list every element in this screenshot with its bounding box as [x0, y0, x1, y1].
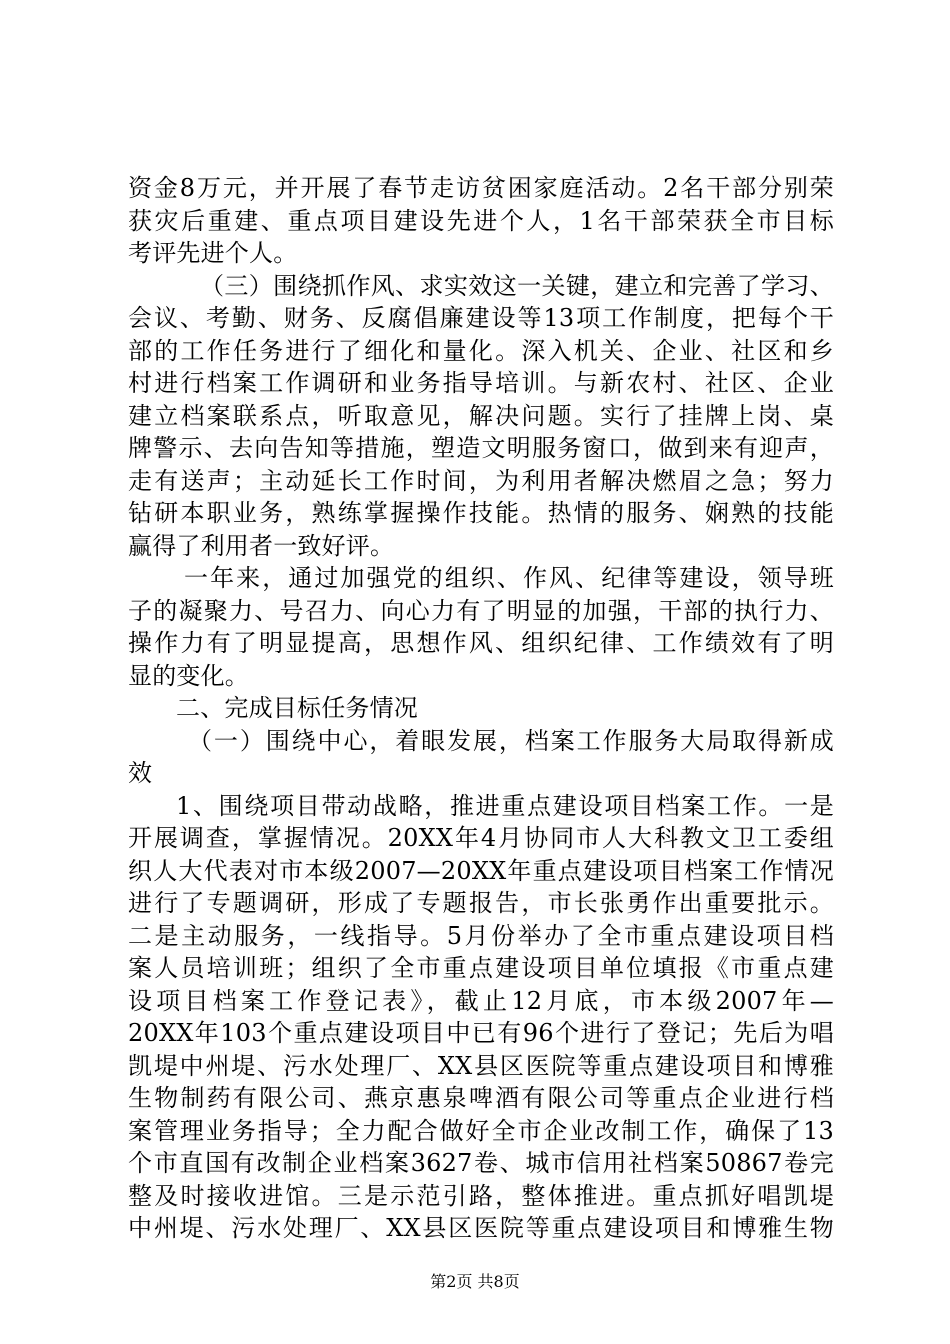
subsection-heading: 效	[128, 759, 153, 787]
text-line: 建立档案联系点，听取意见，解决问题。实行了挂牌上岗、桌	[128, 401, 834, 430]
text-line: 钻研本职业务，熟练掌握操作技能。热情的服务、娴熟的技能	[128, 499, 834, 527]
text-line: 获灾后重建、重点项目建设先进个人，1名干部荣获全市目标	[128, 206, 834, 235]
text-line: 1、围绕项目带动战略，推进重点建设项目档案工作。一是	[176, 791, 834, 820]
text-line: 资金8万元，并开展了春节走访贫困家庭活动。2名干部分别荣	[128, 174, 834, 202]
text-line: 二是主动服务，一线指导。5月份举办了全市重点建设项目档	[128, 921, 834, 950]
text-line: （三）围绕抓作风、求实效这一关键，建立和完善了学习、	[200, 271, 834, 300]
text-line: 考评先进个人。	[128, 239, 298, 267]
text-line: 案人员培训班；组织了全市重点建设项目单位填报《市重点建	[128, 954, 834, 982]
text-line: 开展调查，掌握情况。20XX年4月协同市人大科教文卫工委组	[128, 824, 834, 852]
text-line: 走有送声；主动延长工作时间，为利用者解决燃眉之急；努力	[128, 466, 834, 495]
text-line: 织人大代表对市本级2007—20XX年重点建设项目档案工作情况	[128, 856, 834, 885]
text-line: 部的工作任务进行了细化和量化。深入机关、企业、社区和乡	[128, 336, 834, 365]
text-line: 一年来，通过加强党的组织、作风、纪律等建设，领导班	[184, 564, 834, 592]
document-body	[128, 172, 834, 1245]
page-number-footer: 第2页 共8页	[430, 1272, 520, 1291]
text-line: 个市直国有改制企业档案3627卷、城市信用社档案50867卷完	[128, 1149, 834, 1177]
text-line: 子的凝聚力、号召力、向心力有了明显的加强，干部的执行力、	[128, 596, 834, 625]
text-line: 凯堤中州堤、污水处理厂、XX县区医院等重点建设项目和博雅	[128, 1051, 834, 1080]
section-heading: 二、完成目标任务情况	[176, 694, 418, 722]
subsection-heading: （一）围绕中心，着眼发展，档案工作服务大局取得新成	[188, 726, 834, 755]
text-line: 进行了专题调研，形成了专题报告，市长张勇作出重要批示。	[128, 889, 834, 917]
text-line: 案管理业务指导；全力配合做好全市企业改制工作，确保了13	[128, 1116, 834, 1145]
text-line: 牌警示、去向告知等措施，塑造文明服务窗口，做到来有迎声，	[128, 434, 834, 462]
text-line: 会议、考勤、财务、反腐倡廉建设等13项工作制度，把每个干	[128, 304, 834, 332]
text-line: 整及时接收进馆。三是示范引路，整体推进。重点抓好唱凯堤	[128, 1181, 834, 1210]
text-line: 中州堤、污水处理厂、XX县区医院等重点建设项目和博雅生物	[128, 1214, 834, 1242]
text-line: 设项目档案工作登记表》，截止12月底，市本级2007年—	[128, 986, 834, 1015]
text-line: 村进行档案工作调研和业务指导培训。与新农村、社区、企业	[128, 369, 834, 397]
text-line: 20XX年103个重点建设项目中已有96个进行了登记；先后为唱	[128, 1019, 834, 1047]
text-line: 生物制药有限公司、燕京惠泉啤酒有限公司等重点企业进行档	[128, 1084, 834, 1112]
text-line: 赢得了利用者一致好评。	[128, 531, 395, 560]
text-line: 操作力有了明显提高，思想作风、组织纪律、工作绩效有了明	[128, 629, 834, 657]
text-line: 显的变化。	[128, 661, 249, 690]
